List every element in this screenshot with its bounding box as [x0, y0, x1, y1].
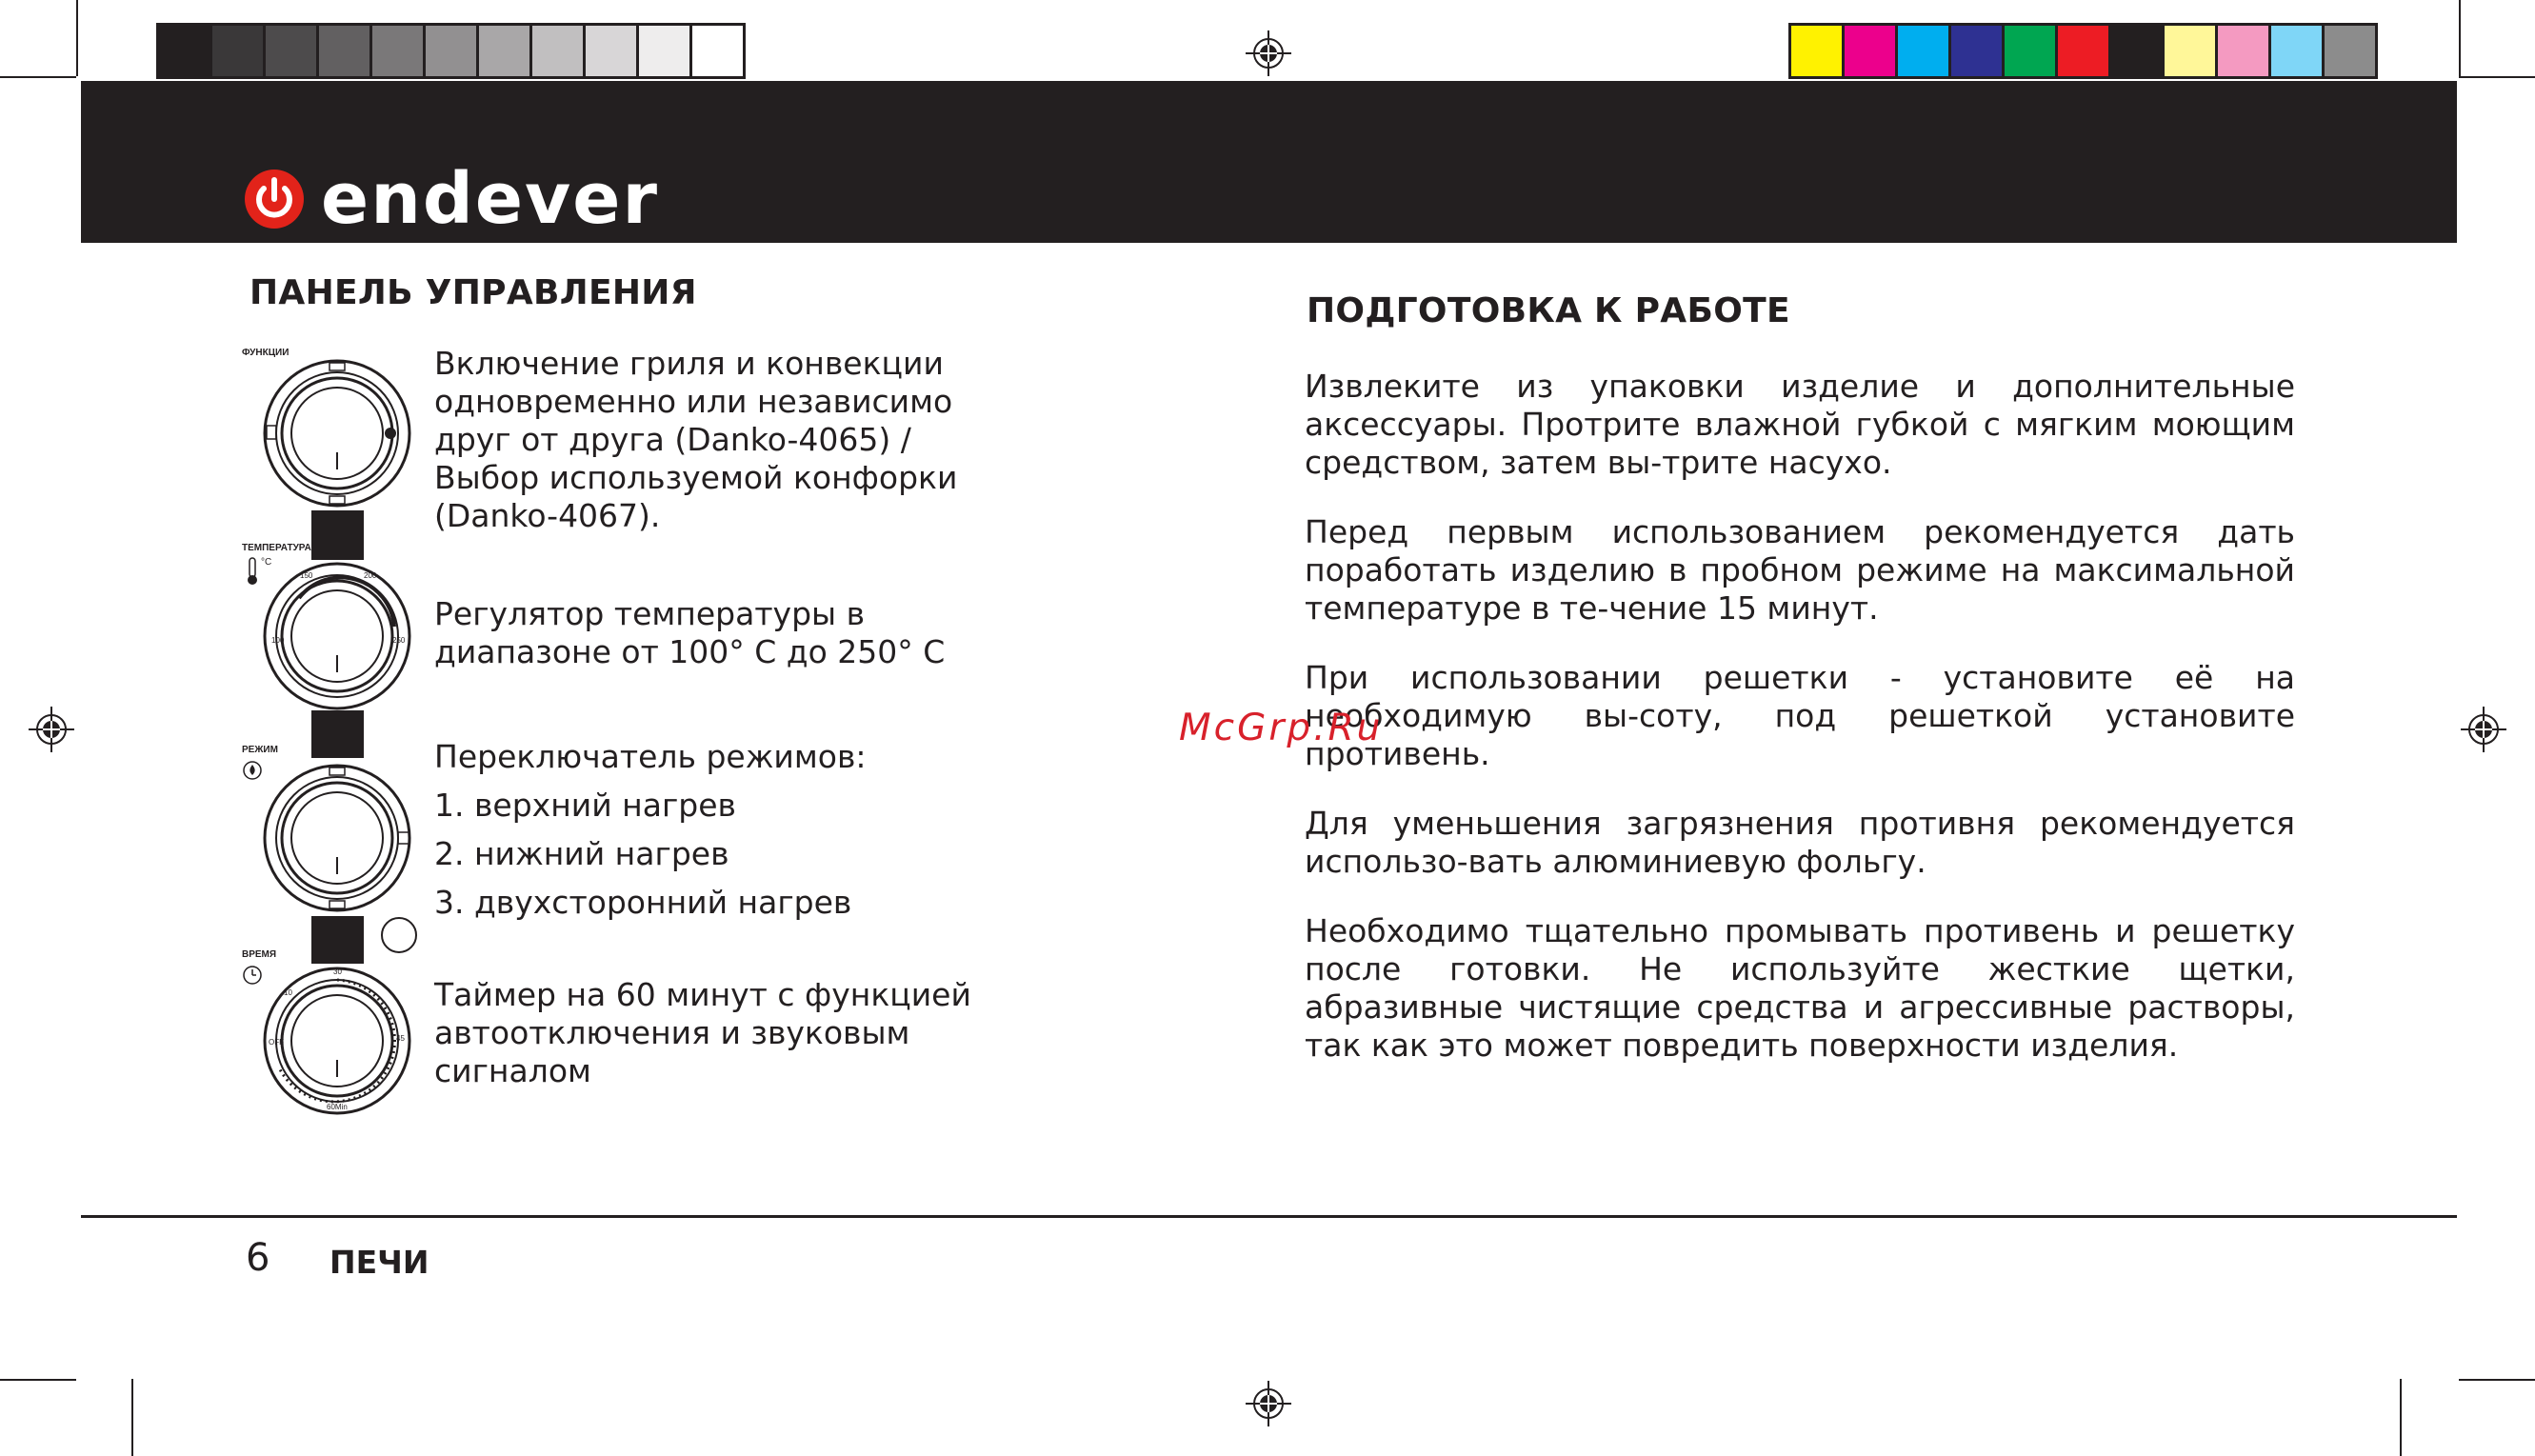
- color-swatch: [2218, 26, 2271, 76]
- knob-connector: [311, 710, 364, 758]
- text-line: Включение гриля и конвекции: [434, 345, 944, 382]
- color-swatch: [1791, 26, 1845, 76]
- color-swatch: [2111, 26, 2165, 76]
- preparation-title: ПОДГОТОВКА К РАБОТЕ: [1307, 291, 1790, 330]
- functions-knob-label: ФУНКЦИИ: [242, 348, 289, 358]
- text-line: Таймер на 60 минут с функцией: [434, 976, 971, 1013]
- text-line: диапазоне от 100° С до 250° С: [434, 633, 946, 670]
- gray-swatch: [319, 26, 372, 76]
- control-panel-title: ПАНЕЛЬ УПРАВЛЕНИЯ: [250, 273, 697, 312]
- text-line: сигналом: [434, 1052, 591, 1089]
- crop-mark: [0, 1379, 76, 1381]
- timer-scale-label: 45: [396, 1034, 405, 1043]
- gray-swatch: [372, 26, 426, 76]
- crop-mark: [2459, 0, 2461, 76]
- color-swatch: [2271, 26, 2325, 76]
- gray-swatch: [586, 26, 639, 76]
- timer-knob-label: ВРЕМЯ: [242, 949, 277, 960]
- text-line: Регулятор температуры в: [434, 595, 866, 632]
- power-icon: [243, 168, 306, 230]
- temperature-scale-label: 150: [300, 571, 313, 580]
- gray-calibration-strip: [156, 23, 746, 79]
- gray-swatch: [426, 26, 479, 76]
- temperature-unit: °C: [261, 557, 272, 568]
- thermometer-icon: [246, 557, 259, 586]
- brand-logo: [243, 158, 659, 240]
- gray-swatch: [692, 26, 743, 76]
- temperature-scale-label: 250: [392, 636, 406, 645]
- mode-knob-icon: [261, 762, 413, 914]
- timer-scale-label: OFF: [269, 1038, 284, 1047]
- registration-mark-icon: [1246, 30, 1291, 76]
- timer-scale-label: 10: [284, 988, 292, 997]
- text-line: 3. двухсторонний нагрев: [434, 884, 852, 921]
- color-swatch: [2165, 26, 2218, 76]
- timer-scale-label: 30: [333, 967, 342, 976]
- paragraph: Перед первым использованием рекомендуется дать поработать изделию в пробном режиме на максимальной температуре в те-чение 15 минут.: [1305, 513, 2295, 627]
- function-knob-icon: [261, 357, 413, 509]
- text-line: 2. нижний нагрев: [434, 835, 729, 872]
- timer-scale-label: 60Min: [327, 1103, 348, 1111]
- flame-icon: [242, 760, 263, 781]
- crop-mark: [2400, 1379, 2402, 1456]
- registration-mark-icon: [2461, 707, 2506, 752]
- text-line: Выбор используемой конфорки: [434, 459, 958, 496]
- temperature-scale-label: 200: [364, 571, 377, 580]
- color-swatch: [1845, 26, 1898, 76]
- crop-mark: [2459, 76, 2535, 78]
- color-swatch: [2058, 26, 2111, 76]
- footer-section-label: ПЕЧИ: [329, 1244, 429, 1281]
- knob-connector: [311, 510, 364, 560]
- text-line: (Danko-4067).: [434, 497, 661, 534]
- brand-name: endever: [321, 158, 659, 240]
- paragraph: Необходимо тщательно промывать противень и решетку после готовки. Не используйте жесткие щетки, абразивные чистящие средства и агрессивные растворы, так как это может повредить поверхности изделия.: [1305, 912, 2295, 1064]
- crop-mark: [131, 1379, 133, 1456]
- registration-mark-icon: [1246, 1381, 1291, 1426]
- preparation-body: [1305, 368, 2295, 1065]
- color-calibration-strip: [1788, 23, 2378, 79]
- color-swatch: [2005, 26, 2058, 76]
- gray-swatch: [212, 26, 266, 76]
- mode-description: [434, 732, 867, 927]
- functions-description: [434, 345, 957, 535]
- gray-swatch: [479, 26, 532, 76]
- text-line: автоотключения и звуковым: [434, 1014, 910, 1051]
- temperature-knob-label: ТЕМПЕРАТУРА: [242, 543, 311, 553]
- paragraph: При использовании решетки - установите её на необходимую вы-соту, под решеткой установите противень.: [1305, 659, 2295, 772]
- paragraph: Извлеките из упаковки изделие и дополнительные аксессуары. Протрите влажной губкой с мягким моющим средством, затем вы-трите насухо.: [1305, 368, 2295, 481]
- text-line: друг от друга (Danko-4065) /: [434, 421, 911, 458]
- timer-description: [434, 976, 971, 1090]
- timer-knob-icon: [261, 965, 413, 1117]
- gray-swatch: [639, 26, 692, 76]
- text-line: Переключатель режимов:: [434, 738, 867, 775]
- gray-swatch: [532, 26, 586, 76]
- text-line: 1. верхний нагрев: [434, 787, 736, 824]
- clock-icon: [242, 965, 263, 986]
- color-swatch: [2325, 26, 2375, 76]
- temperature-scale-label: 100: [271, 636, 285, 645]
- color-swatch: [1898, 26, 1951, 76]
- watermark: McGrp.Ru: [1179, 707, 1384, 749]
- color-swatch: [1951, 26, 2005, 76]
- page-number: 6: [246, 1236, 270, 1280]
- crop-mark: [0, 76, 76, 78]
- temperature-description: [434, 595, 945, 671]
- text-line: одновременно или независимо: [434, 383, 953, 420]
- paragraph: Для уменьшения загрязнения противня рекомендуется использо-вать алюминиевую фольгу.: [1305, 805, 2295, 880]
- indicator-light-icon: [381, 917, 417, 953]
- crop-mark: [76, 0, 78, 76]
- footer-divider: [81, 1215, 2457, 1218]
- registration-mark-icon: [29, 707, 74, 752]
- crop-mark: [2459, 1379, 2535, 1381]
- mode-knob-label: РЕЖИМ: [242, 745, 278, 755]
- gray-swatch: [266, 26, 319, 76]
- knob-connector: [311, 916, 364, 964]
- gray-swatch: [159, 26, 212, 76]
